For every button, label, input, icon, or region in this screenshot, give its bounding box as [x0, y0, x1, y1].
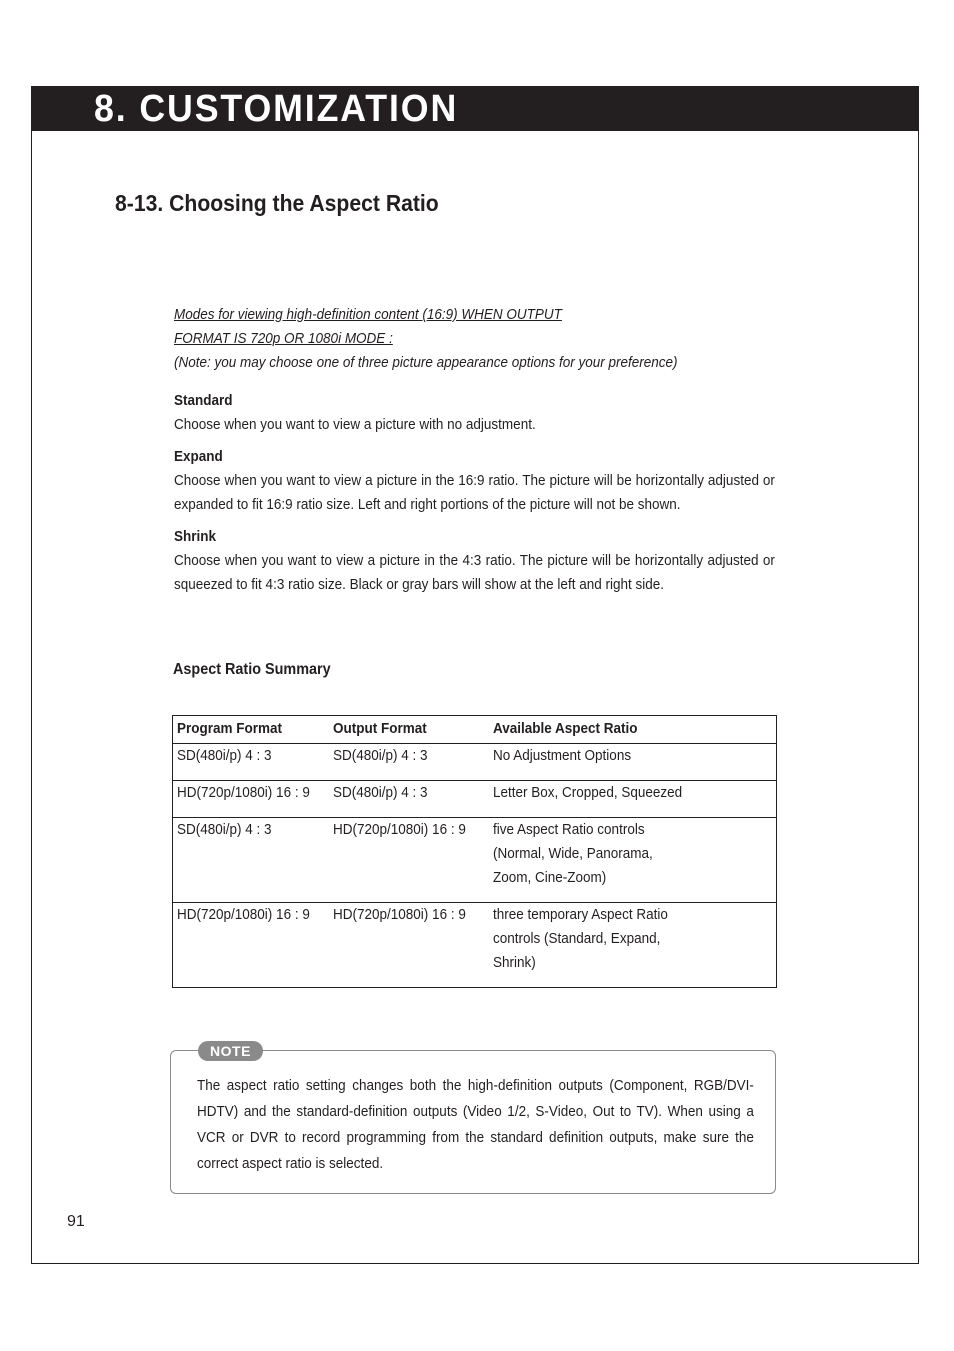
column-header: Program Format	[173, 716, 329, 744]
content-body	[174, 303, 775, 597]
section-title: 8-13. Choosing the Aspect Ratio	[115, 190, 439, 216]
table-cell: SD(480i/p) 4 : 3	[329, 744, 490, 781]
mode-expand	[174, 445, 775, 517]
summary-title: Aspect Ratio Summary	[173, 661, 331, 678]
table-cell: three temporary Aspect Ratio controls (Standard, Expand, Shrink)	[489, 903, 776, 988]
mode-heading: Shrink	[174, 528, 217, 545]
note-text	[197, 1073, 754, 1177]
table-cell: HD(720p/1080i) 16 : 9	[173, 781, 329, 818]
mode-heading: Expand	[174, 448, 223, 465]
table-cell: SD(480i/p) 4 : 3	[329, 781, 490, 818]
intro-block	[174, 303, 775, 375]
note-text-body: The aspect ratio setting changes both the high-definition outputs (Component, RGB/DVI-HDTV) and the standard-definition outputs (Video 1/2, S-Video, Out to TV). When using a VCR or DVR to record programming from the standard definition outputs, make sure the correct aspect ratio is selected.	[197, 1077, 754, 1172]
note-badge: NOTE	[198, 1041, 263, 1061]
table-cell: Letter Box, Cropped, Squeezed	[489, 781, 776, 818]
chapter-title: 8. CUSTOMIZATION	[94, 88, 459, 130]
table-cell: HD(720p/1080i) 16 : 9	[329, 903, 490, 988]
intro-line-1: Modes for viewing high-definition content (16:9) WHEN OUTPUT	[174, 306, 562, 323]
mode-standard	[174, 389, 775, 437]
table-row	[173, 744, 777, 781]
column-header: Available Aspect Ratio	[489, 716, 776, 744]
table-header-row	[173, 716, 777, 744]
aspect-ratio-table	[172, 715, 777, 988]
mode-description: Choose when you want to view a picture in the 4:3 ratio. The picture will be horizontally adjusted or squeezed to fit 4:3 ratio size. Black or gray bars will show at the left and right side.	[174, 552, 775, 593]
intro-line-2: FORMAT IS 720p OR 1080i MODE :	[174, 330, 393, 347]
mode-description: Choose when you want to view a picture with no adjustment.	[174, 416, 536, 433]
column-header: Output Format	[329, 716, 490, 744]
table-row	[173, 781, 777, 818]
table-cell: No Adjustment Options	[489, 744, 776, 781]
intro-note: (Note: you may choose one of three picture appearance options for your preference)	[174, 354, 678, 371]
mode-heading: Standard	[174, 392, 233, 409]
table-cell: HD(720p/1080i) 16 : 9	[329, 818, 490, 903]
table-row	[173, 818, 777, 903]
page-number: 91	[67, 1213, 85, 1230]
table-cell: HD(720p/1080i) 16 : 9	[173, 903, 329, 988]
table-row	[173, 903, 777, 988]
table-cell: SD(480i/p) 4 : 3	[173, 818, 329, 903]
mode-shrink	[174, 525, 775, 597]
mode-description: Choose when you want to view a picture in the 16:9 ratio. The picture will be horizontally adjusted or expanded to fit 16:9 ratio size. Left and right portions of the picture will not be shown.	[174, 472, 775, 513]
table-cell: five Aspect Ratio controls (Normal, Wide, Panorama, Zoom, Cine-Zoom)	[489, 818, 776, 903]
table-cell: SD(480i/p) 4 : 3	[173, 744, 329, 781]
